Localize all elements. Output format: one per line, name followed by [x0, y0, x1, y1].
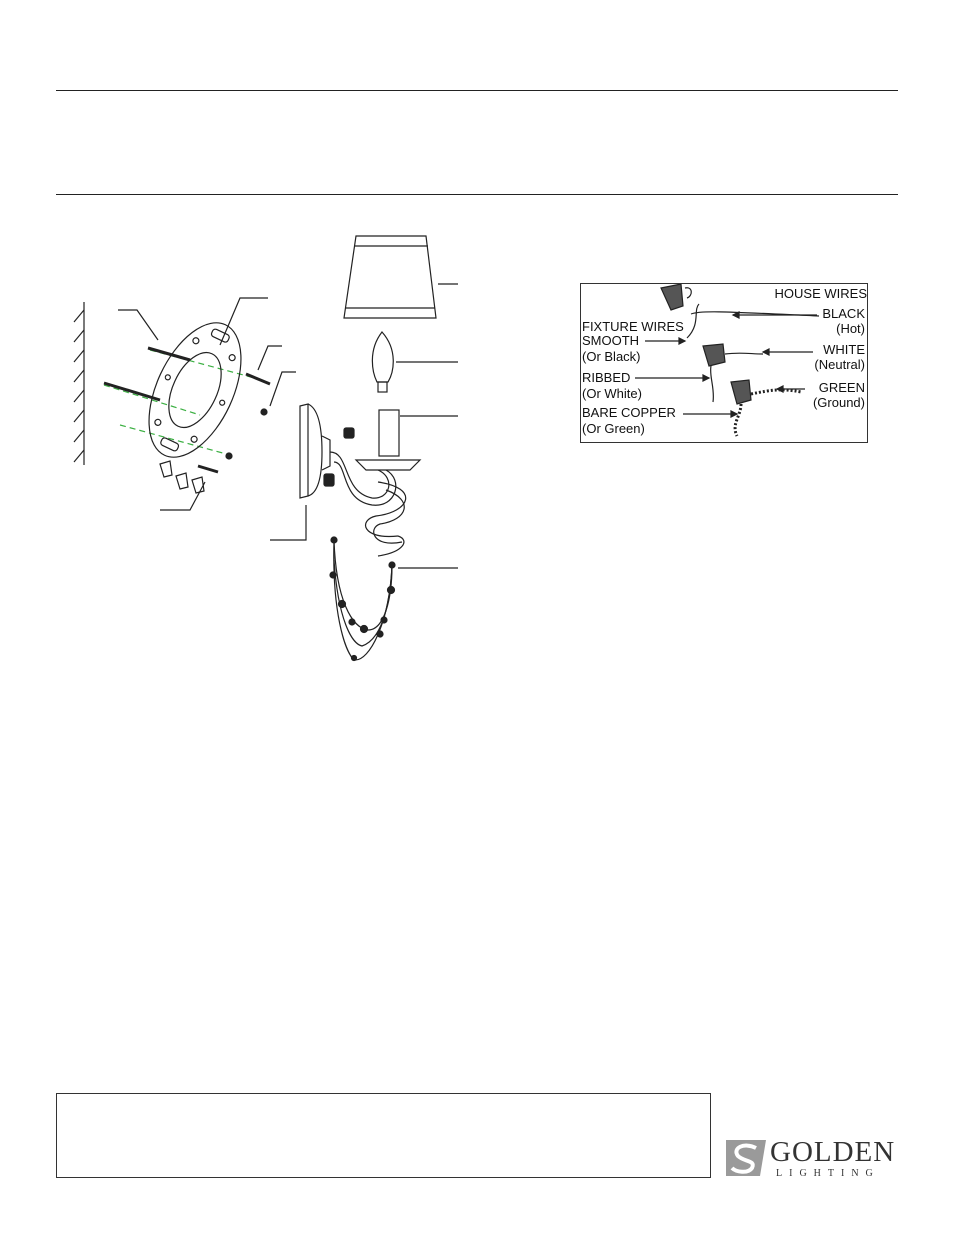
green-label: GREEN — [818, 380, 865, 395]
white-house-wire — [725, 353, 763, 354]
hot-label: (Hot) — [836, 321, 865, 336]
house-wires-label: HOUSE WIRES — [774, 286, 867, 301]
wire-nuts — [160, 461, 204, 493]
neutral-label: (Neutral) — [814, 357, 865, 372]
or-black-label: (Or Black) — [582, 349, 641, 364]
bare-copper-label: BARE COPPER — [582, 405, 676, 420]
or-white-label: (Or White) — [582, 386, 642, 401]
notice-box — [56, 1093, 711, 1178]
smooth-fixture-wire — [687, 304, 699, 338]
green-house-wire — [751, 390, 801, 394]
brand-name: GOLDEN — [770, 1136, 896, 1168]
lamp-shade — [344, 236, 458, 318]
brand-subtitle: LIGHTING — [776, 1168, 880, 1179]
small-nuts — [226, 409, 267, 459]
fixture-wires-label: FIXTURE WIRES — [582, 319, 684, 334]
ribbed-fixture-wire — [711, 366, 714, 402]
mounting-bracket — [130, 309, 260, 472]
smooth-label: SMOOTH — [582, 333, 640, 348]
candle-bulb — [372, 332, 458, 392]
black-label: BLACK — [822, 306, 865, 321]
wall-hatching — [74, 302, 84, 465]
wiring-diagram-box — [580, 283, 868, 443]
or-green-label: (Or Green) — [582, 421, 645, 436]
bead-chains — [334, 540, 458, 660]
wire-nut-icon — [731, 380, 751, 404]
mounting-screws — [104, 348, 270, 472]
wire-nut-icon — [661, 284, 691, 310]
candle-sleeve — [356, 410, 458, 470]
leader-lines-left — [118, 298, 306, 540]
top-rule — [56, 90, 898, 91]
header-rule — [56, 194, 898, 195]
chain-beads — [330, 537, 395, 661]
exploded-assembly-diagram — [0, 200, 560, 690]
fixture-arm — [330, 452, 406, 556]
screw-axis-lines — [104, 350, 262, 455]
bare-copper-wire — [735, 404, 741, 436]
ground-label: (Ground) — [812, 395, 865, 410]
ribbed-label: RIBBED — [582, 370, 631, 385]
white-label: WHITE — [823, 342, 865, 357]
wire-nut-icon — [703, 344, 725, 366]
